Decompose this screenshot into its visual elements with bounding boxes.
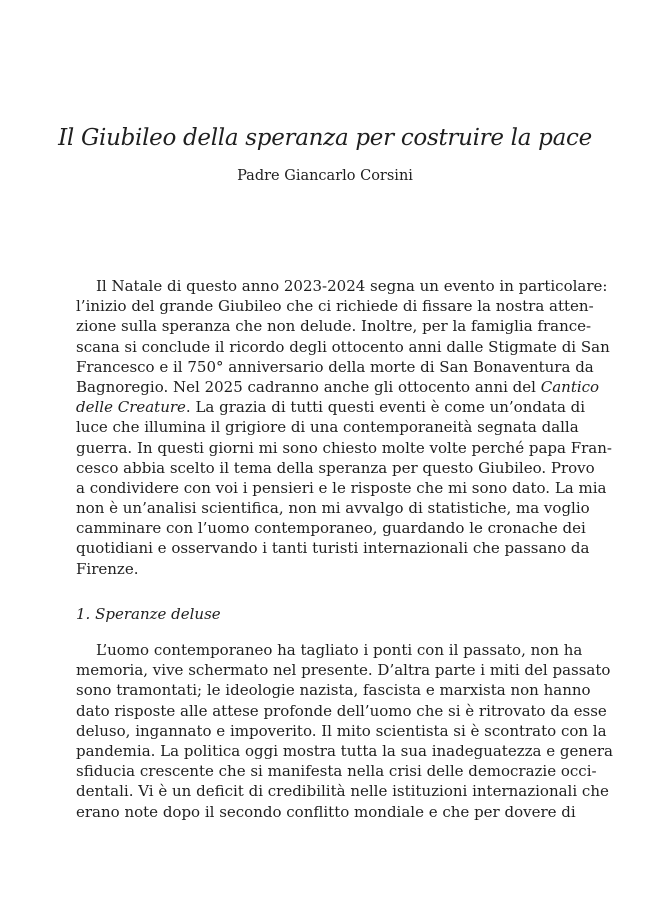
paragraph-line: a condividere con voi i pensieri e le risposte che mi sono dato. La mia [76, 478, 607, 497]
paragraph-line: scana si conclude il ricordo degli ottocento anni dalle Stigmate di San [76, 337, 610, 356]
author-name: Padre Giancarlo Corsini [237, 168, 413, 184]
paragraph-line: cesco abbia scelto il tema della speranza per questo Giubileo. Provo [76, 458, 595, 477]
section-paragraph [76, 640, 613, 822]
paragraph-line: memoria, vive schermato nel presente. D’altra parte i miti del passato [76, 661, 611, 680]
line-text: . La grazia di tutti questi eventi è come un’ondata di [185, 398, 586, 417]
paragraph-line: guerra. In questi giorni mi sono chiesto molte volte perché papa Fran- [76, 438, 612, 457]
paragraph-line: sono tramontati; le ideologie nazista, fascista e marxista non hanno [76, 681, 591, 700]
paragraph-line-mixed [76, 377, 600, 397]
italic-title-text: delle Creature [76, 398, 186, 417]
intro-paragraph [76, 276, 612, 579]
paragraph-line: L’uomo contemporaneo ha tagliato i ponti con il passato, non ha [96, 641, 583, 659]
paragraph-line: non è un’analisi scientifica, non mi avvalgo di statistiche, ma voglio [76, 499, 590, 518]
paragraph-line: sfiducia crescente che si manifesta nella crisi delle democrazie occi- [76, 762, 597, 781]
paragraph-line: Firenze. [76, 559, 139, 578]
paragraph-line: Francesco e il 750° anniversario della morte di San Bonaventura da [76, 357, 594, 376]
paragraph-line: dato risposte alle attese profonde dell’uomo che si è ritrovato da esse [76, 701, 607, 720]
paragraph-line: dentali. Vi è un deficit di credibilità nelle istituzioni internazionali che [76, 782, 609, 801]
italic-title-text: Cantico [540, 377, 600, 396]
line-text: Bagnoregio. Nel 2025 cadranno anche gli ottocento anni del [76, 377, 536, 396]
paragraph-line: pandemia. La politica oggi mostra tutta la sua inadeguatezza e genera [76, 741, 613, 760]
article-title: Il Giubileo della speranza per costruire la pace [58, 125, 592, 151]
paragraph-line: erano note dopo il secondo conflitto mondiale e che per dovere di [76, 802, 576, 821]
paragraph-line: zione sulla speranza che non delude. Inoltre, per la famiglia france- [76, 317, 592, 336]
paragraph-line: camminare con l’uomo contemporaneo, guardando le cronache dei [76, 519, 586, 538]
section-heading: 1. Speranze deluse [76, 605, 221, 623]
paragraph-line: l’inizio del grande Giubileo che ci richiede di fissare la nostra atten- [76, 297, 594, 316]
paragraph-line: quotidiani e osservando i tanti turisti internazionali che passano da [76, 539, 590, 558]
paragraph-line: Il Natale di questo anno 2023-2024 segna un evento in particolare: [96, 277, 608, 295]
paragraph-line: deluso, ingannato e impoverito. Il mito scientista si è scontrato con la [76, 721, 607, 740]
paragraph-line: luce che illumina il grigiore di una contemporaneità segnata dalla [76, 418, 579, 437]
paragraph-line-mixed [76, 397, 586, 417]
